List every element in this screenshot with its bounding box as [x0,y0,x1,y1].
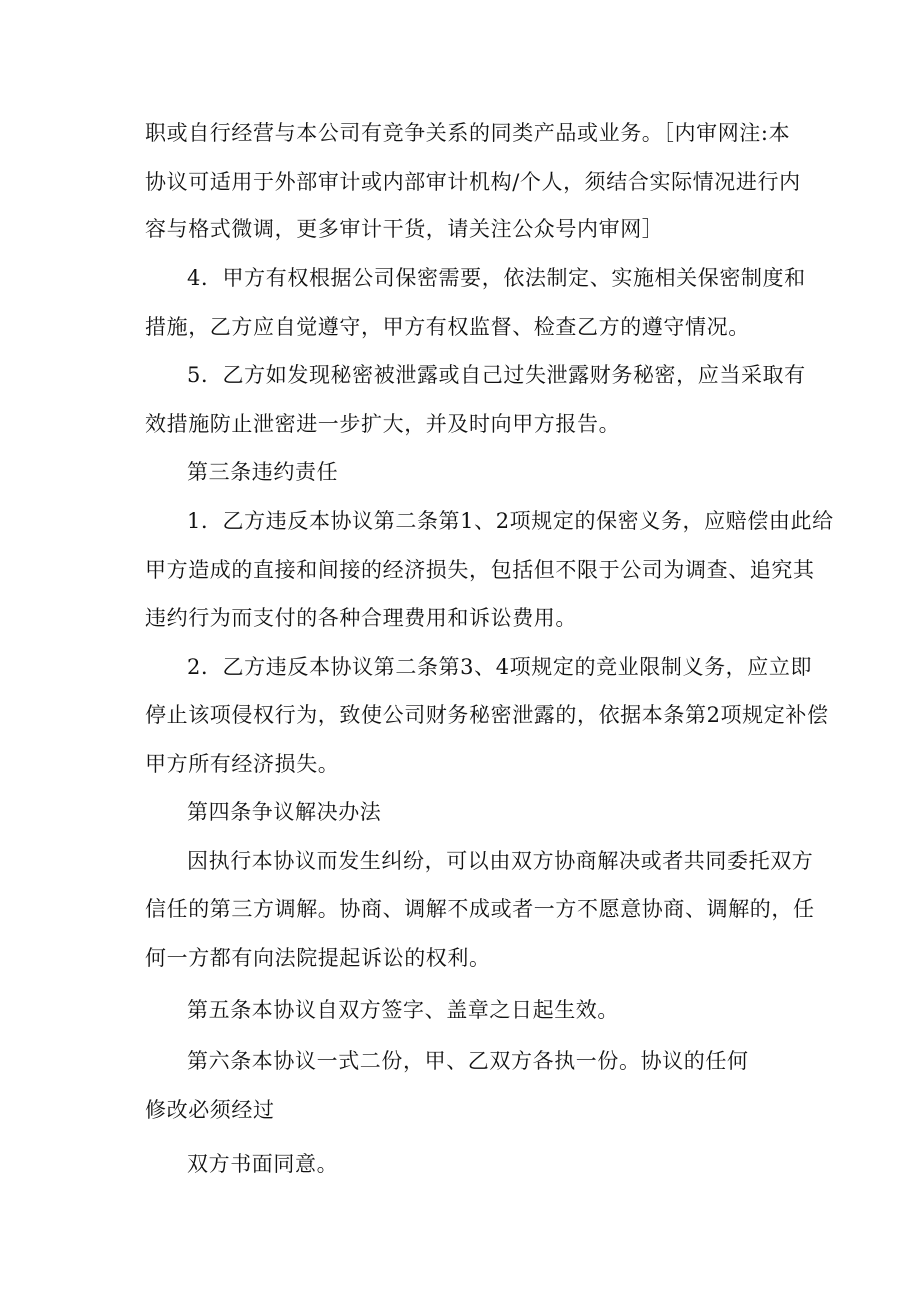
text-line: 协议可适用于外部审计或内部审计机构/个人，须结合实际情况进行内 [145,170,801,194]
text-line: 违约行为而支付的各种合理费用和诉讼费用。 [145,606,577,630]
text-line: 职或自行经营与本公司有竞争关系的同类产品或业务。［内审网注:本 [145,121,791,145]
text-line: 何一方都有向法院提起诉讼的权利。 [145,946,491,970]
article-6-line: 第六条本协议一式二份，甲、乙双方各执一份。协议的任何 [187,1049,749,1073]
text-line: 信任的第三方调解。协商、调解不成或者一方不愿意协商、调解的，任 [145,897,815,921]
text-line: 甲方所有经济损失。 [145,752,340,776]
article-5-line: 第五条本协议自双方签字、盖章之日起生效。 [187,998,619,1022]
text-line: 措施，乙方应自觉遵守，甲方有权监督、检查乙方的遵守情况。 [145,315,750,339]
paragraph-4-line: 4．甲方有权根据公司保密需要，依法制定、实施相关保密制度和 [187,266,806,290]
text-line: 甲方造成的直接和间接的经济损失，包括但不限于公司为调查、追究其 [145,558,815,582]
text-line: 双方书面同意。 [187,1152,339,1176]
article-3-heading: 第三条违约责任 [187,460,339,484]
text-line: 停止该项侵权行为，致使公司财务秘密泄露的，依据本条第2项规定补偿 [145,703,829,727]
text-line: 容与格式微调，更多审计干货，请关注公众号内审网］ [145,217,664,241]
text-line: 效措施防止泄密进一步扩大，并及时向甲方报告。 [145,412,621,436]
dispute-paragraph-line: 因执行本协议而发生纠纷，可以由双方协商解决或者共同委托双方 [187,849,814,873]
clause-2-line: 2．乙方违反本协议第二条第3、4项规定的竞业限制义务，应立即 [187,655,813,679]
article-4-heading: 第四条争议解决办法 [187,800,382,824]
paragraph-5-line: 5．乙方如发现秘密被泄露或自己过失泄露财务秘密，应当采取有 [187,363,806,387]
clause-1-line: 1．乙方违反本协议第二条第1、2项规定的保密义务，应赔偿由此给 [187,509,834,533]
text-line: 修改必须经过 [145,1098,275,1122]
